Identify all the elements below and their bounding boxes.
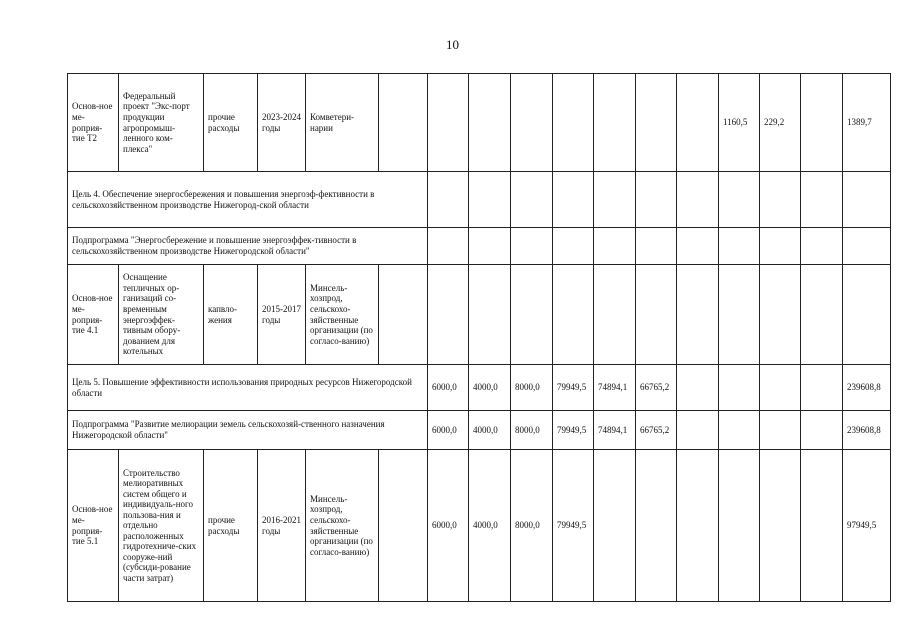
value-cell: 6000,0	[428, 411, 469, 450]
value-cell	[636, 228, 677, 265]
value-cell: 6000,0	[428, 365, 469, 411]
program-table	[67, 73, 891, 602]
value-cell	[379, 74, 428, 172]
value-cell	[379, 265, 428, 365]
value-cell: 1160,5	[719, 74, 760, 172]
value-cell	[801, 265, 843, 365]
value-cell	[760, 172, 801, 228]
expense-type-cell: прочие расходы	[204, 450, 258, 602]
value-cell	[469, 74, 511, 172]
value-cell	[511, 265, 553, 365]
value-cell	[677, 172, 719, 228]
value-cell: 4000,0	[469, 365, 511, 411]
value-cell	[801, 411, 843, 450]
value-cell	[719, 365, 760, 411]
value-cell	[677, 74, 719, 172]
value-cell	[801, 74, 843, 172]
value-cell	[636, 74, 677, 172]
value-cell	[594, 74, 636, 172]
value-cell: 97949,5	[843, 450, 891, 602]
value-cell: 6000,0	[428, 450, 469, 602]
value-cell	[677, 365, 719, 411]
measure-name-cell: Оснащение тепличных ор-ганизаций со-временным энергоэффек-тивным обору-дованием для котельных	[119, 265, 204, 365]
value-cell: 79949,5	[553, 450, 594, 602]
value-cell	[428, 172, 469, 228]
expense-type-cell: капвло-жения	[204, 265, 258, 365]
page-number: 10	[446, 37, 459, 52]
table-row	[68, 411, 891, 450]
value-cell	[677, 411, 719, 450]
subprogram-cell: Подпрограмма "Развитие мелиорации земель сельскохозяй-ственного назначения Нижегородской области"	[68, 411, 428, 450]
value-cell	[719, 265, 760, 365]
value-cell	[511, 172, 553, 228]
subprogram-cell: Подпрограмма "Энергосбережение и повышение энергоэффек-тивности в сельскохозяйственном производстве Нижегородской области"	[68, 228, 428, 265]
value-cell	[594, 265, 636, 365]
value-cell	[801, 172, 843, 228]
value-cell: 4000,0	[469, 411, 511, 450]
value-cell	[553, 265, 594, 365]
value-cell	[636, 450, 677, 602]
value-cell	[428, 74, 469, 172]
measure-name-cell: Строительство мелиоративных систем общего и индивидуаль-ного пользова-ния и отдельно расположенных гидротехниче-ских сооруже-ний (субсиди-рование части затрат)	[119, 450, 204, 602]
value-cell	[553, 74, 594, 172]
value-cell	[636, 265, 677, 365]
value-cell: 74894,1	[594, 411, 636, 450]
value-cell	[594, 172, 636, 228]
value-cell	[801, 450, 843, 602]
goal-cell: Цель 5. Повышение эффективности использования природных ресурсов Нижегородской области	[68, 365, 428, 411]
period-cell: 2023-2024 годы	[258, 74, 306, 172]
value-cell	[760, 450, 801, 602]
value-cell	[760, 411, 801, 450]
executor-cell: Минсель-хозпрод, сельскохо-зяйственные организации (по согласо-ванию)	[306, 450, 379, 602]
value-cell	[719, 450, 760, 602]
value-cell: 4000,0	[469, 450, 511, 602]
value-cell: 8000,0	[511, 365, 553, 411]
value-cell: 229,2	[760, 74, 801, 172]
value-cell	[677, 450, 719, 602]
value-cell	[719, 411, 760, 450]
goal-cell: Цель 4. Обеспечение энергосбережения и повышения энергоэф-фективности в сельскохозяйственном производстве Нижегород-ской области	[68, 172, 428, 228]
value-cell	[553, 228, 594, 265]
measure-cell: Основ-ное ме-роприя-тие 5.1	[68, 450, 119, 602]
value-cell	[553, 172, 594, 228]
value-cell	[469, 172, 511, 228]
value-cell: 66765,2	[636, 411, 677, 450]
value-cell	[469, 228, 511, 265]
value-cell	[677, 228, 719, 265]
executor-cell: Минсель-хозпрод, сельскохо-зяйственные организации (по согласо-ванию)	[306, 265, 379, 365]
table-row	[68, 74, 891, 172]
value-cell	[801, 365, 843, 411]
value-cell	[594, 228, 636, 265]
value-cell	[760, 265, 801, 365]
table-row	[68, 265, 891, 365]
table-row	[68, 228, 891, 265]
value-cell: 8000,0	[511, 450, 553, 602]
table-row	[68, 172, 891, 228]
executor-cell: Комветери-нарии	[306, 74, 379, 172]
table-body	[68, 74, 891, 602]
measure-cell: Основ-ное ме-роприя-тие Т2	[68, 74, 119, 172]
value-cell	[760, 365, 801, 411]
table-row	[68, 365, 891, 411]
expense-type-cell: прочие расходы	[204, 74, 258, 172]
value-cell	[511, 228, 553, 265]
table-row	[68, 450, 891, 602]
value-cell: 239608,8	[843, 365, 891, 411]
measure-name-cell: Федеральный проект "Экс-порт продукции агропромыш-ленного ком-плекса"	[119, 74, 204, 172]
value-cell	[636, 172, 677, 228]
value-cell	[843, 172, 891, 228]
value-cell	[801, 228, 843, 265]
value-cell	[428, 228, 469, 265]
value-cell	[379, 450, 428, 602]
value-cell	[428, 265, 469, 365]
value-cell	[594, 450, 636, 602]
measure-cell: Основ-ное ме-роприя-тие 4.1	[68, 265, 119, 365]
value-cell	[469, 265, 511, 365]
value-cell: 1389,7	[843, 74, 891, 172]
value-cell: 239608,8	[843, 411, 891, 450]
value-cell	[719, 228, 760, 265]
value-cell	[677, 265, 719, 365]
value-cell	[719, 172, 760, 228]
value-cell: 66765,2	[636, 365, 677, 411]
value-cell: 8000,0	[511, 411, 553, 450]
value-cell: 79949,5	[553, 411, 594, 450]
period-cell: 2016-2021 годы	[258, 450, 306, 602]
value-cell	[843, 265, 891, 365]
value-cell: 74894,1	[594, 365, 636, 411]
value-cell	[511, 74, 553, 172]
period-cell: 2015-2017 годы	[258, 265, 306, 365]
value-cell	[760, 228, 801, 265]
value-cell: 79949,5	[553, 365, 594, 411]
value-cell	[843, 228, 891, 265]
